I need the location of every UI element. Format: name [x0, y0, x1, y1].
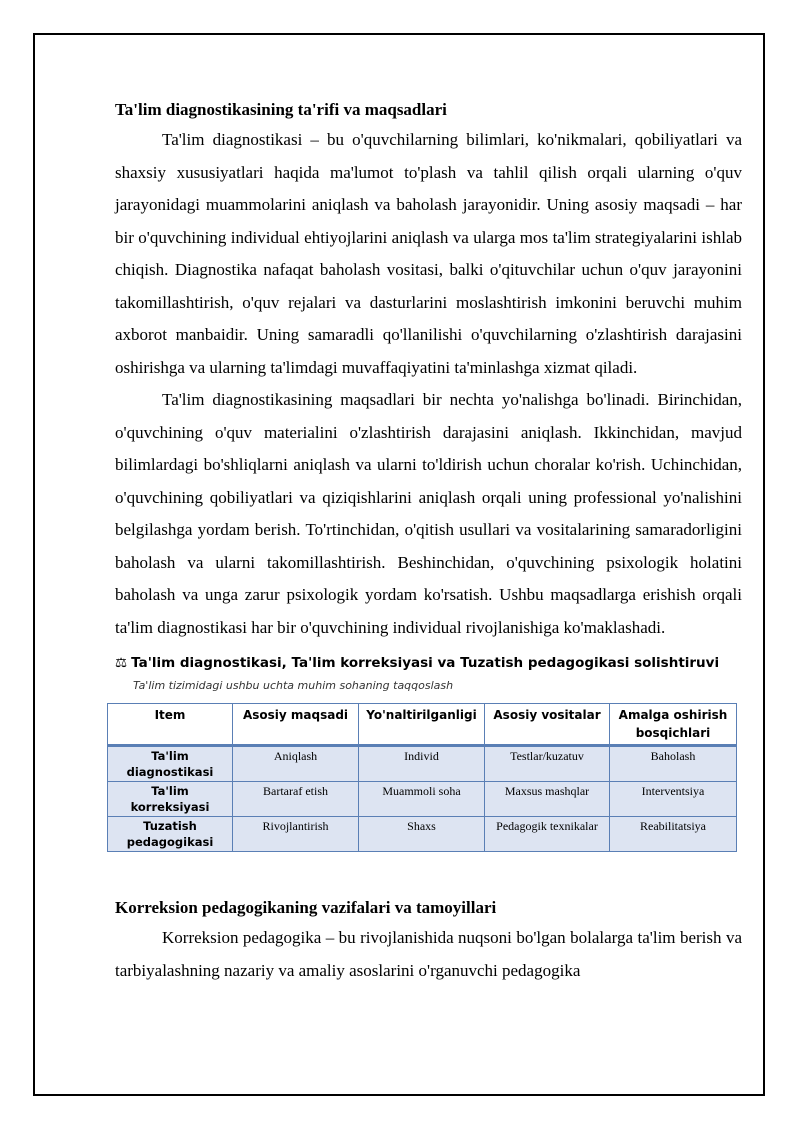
table-cell: Pedagogik texnikalar [485, 817, 610, 852]
column-header: Yo'naltirilganligi [359, 704, 485, 746]
table-row [108, 817, 737, 852]
table-subtitle: Ta'lim tizimidagi ushbu uchta muhim sohaning taqqoslash [133, 679, 454, 692]
column-header: Amalga oshirish bosqichlari [610, 704, 737, 746]
scales-icon: ⚖ [115, 655, 128, 671]
column-header: Asosiy vositalar [485, 704, 610, 746]
table-row [108, 746, 737, 782]
table-cell: Maxsus mashqlar [485, 782, 610, 817]
table-cell: Interventsiya [610, 782, 737, 817]
document-body [115, 96, 742, 987]
table-header-row [108, 704, 737, 746]
table-cell: Testlar/kuzatuv [485, 746, 610, 782]
row-header: Ta'lim korreksiyasi [108, 782, 233, 817]
table-cell: Individ [359, 746, 485, 782]
table-title: Ta'lim diagnostikasi, Ta'lim korreksiyasi va Tuzatish pedagogikasi solishtiruvi [131, 655, 720, 671]
table-cell: Muammoli soha [359, 782, 485, 817]
row-header: Tuzatish pedagogikasi [108, 817, 233, 852]
row-header: Ta'lim diagnostikasi [108, 746, 233, 782]
table-cell: Aniqlash [233, 746, 359, 782]
section-title: Korreksion pedagogikaning vazifalari va tamoyillari [115, 898, 497, 917]
table-cell: Reabilitatsiya [610, 817, 737, 852]
paragraph: Ta'lim diagnostikasining maqsadlari bir nechta yo'nalishga bo'linadi. Birinchidan, o'quvchining o'quv materialini o'zlashtirish darajasini aniqlash. Ikkinchidan, mavjud bilimlardagi bo'shliqlarni aniqlash va ularni to'ldirish uchun choralar ko'rish. Uchinchidan, o'quvchining qobiliyatlari va qiziqishlarini aniqlash orqali uning professional yo'nalishini belgilashga yordam berish. To'rtinchidan, o'qitish usullari va vositalarining samaradorligini baholash va ularni takomillashtirish. Beshinchidan, o'quvchining psixologik holatini baholash va unga zarur psixologik yordam ko'rsatish. Ushbu maqsadlarga erishish orqali ta'lim diagnostikasi har bir o'quvchining individual rivojlanishiga ko'maklashadi. [115, 390, 742, 637]
paragraph: Ta'lim diagnostikasi – bu o'quvchilarning bilimlari, ko'nikmalari, qobiliyatlari va shaxsiy xususiyatlari haqida ma'lumot to'plash va tahlil qilish orqali ularning o'quv jarayonidagi muammolarini aniqlash va baholash jarayonidir. Uning asosiy maqsadi – har bir o'quvchining individual ehtiyojlarini aniqlash va ularga mos ta'lim strategiyalarini ishlab chiqish. Diagnostika nafaqat baholash vositasi, balki o'qituvchilar uchun o'quv jarayonini takomillashtirish, o'quv rejalari va dasturlarini moslashtirish imkonini beruvchi muhim axborot manbaidir. Uning samaradli qo'llanilishi o'quvchilarning o'zlashtirish darajasini oshirishga va ularning ta'limdagi muvaffaqiyatini ta'minlashga xizmat qiladi. [115, 130, 742, 377]
column-header: Item [108, 704, 233, 746]
column-header: Asosiy maqsadi [233, 704, 359, 746]
table-cell: Rivojlantirish [233, 817, 359, 852]
table-row [108, 782, 737, 817]
section-title: Ta'lim diagnostikasining ta'rifi va maqsadlari [115, 100, 447, 119]
table-caption [115, 654, 742, 672]
table-cell: Shaxs [359, 817, 485, 852]
comparison-table [107, 703, 737, 852]
paragraph: Korreksion pedagogika – bu rivojlanishida nuqsoni bo'lgan bolalarga ta'lim berish va tarbiyalashning nazariy va amaliy asoslarini o'rganuvchi pedagogika [115, 928, 742, 980]
table-cell: Baholash [610, 746, 737, 782]
table-cell: Bartaraf etish [233, 782, 359, 817]
